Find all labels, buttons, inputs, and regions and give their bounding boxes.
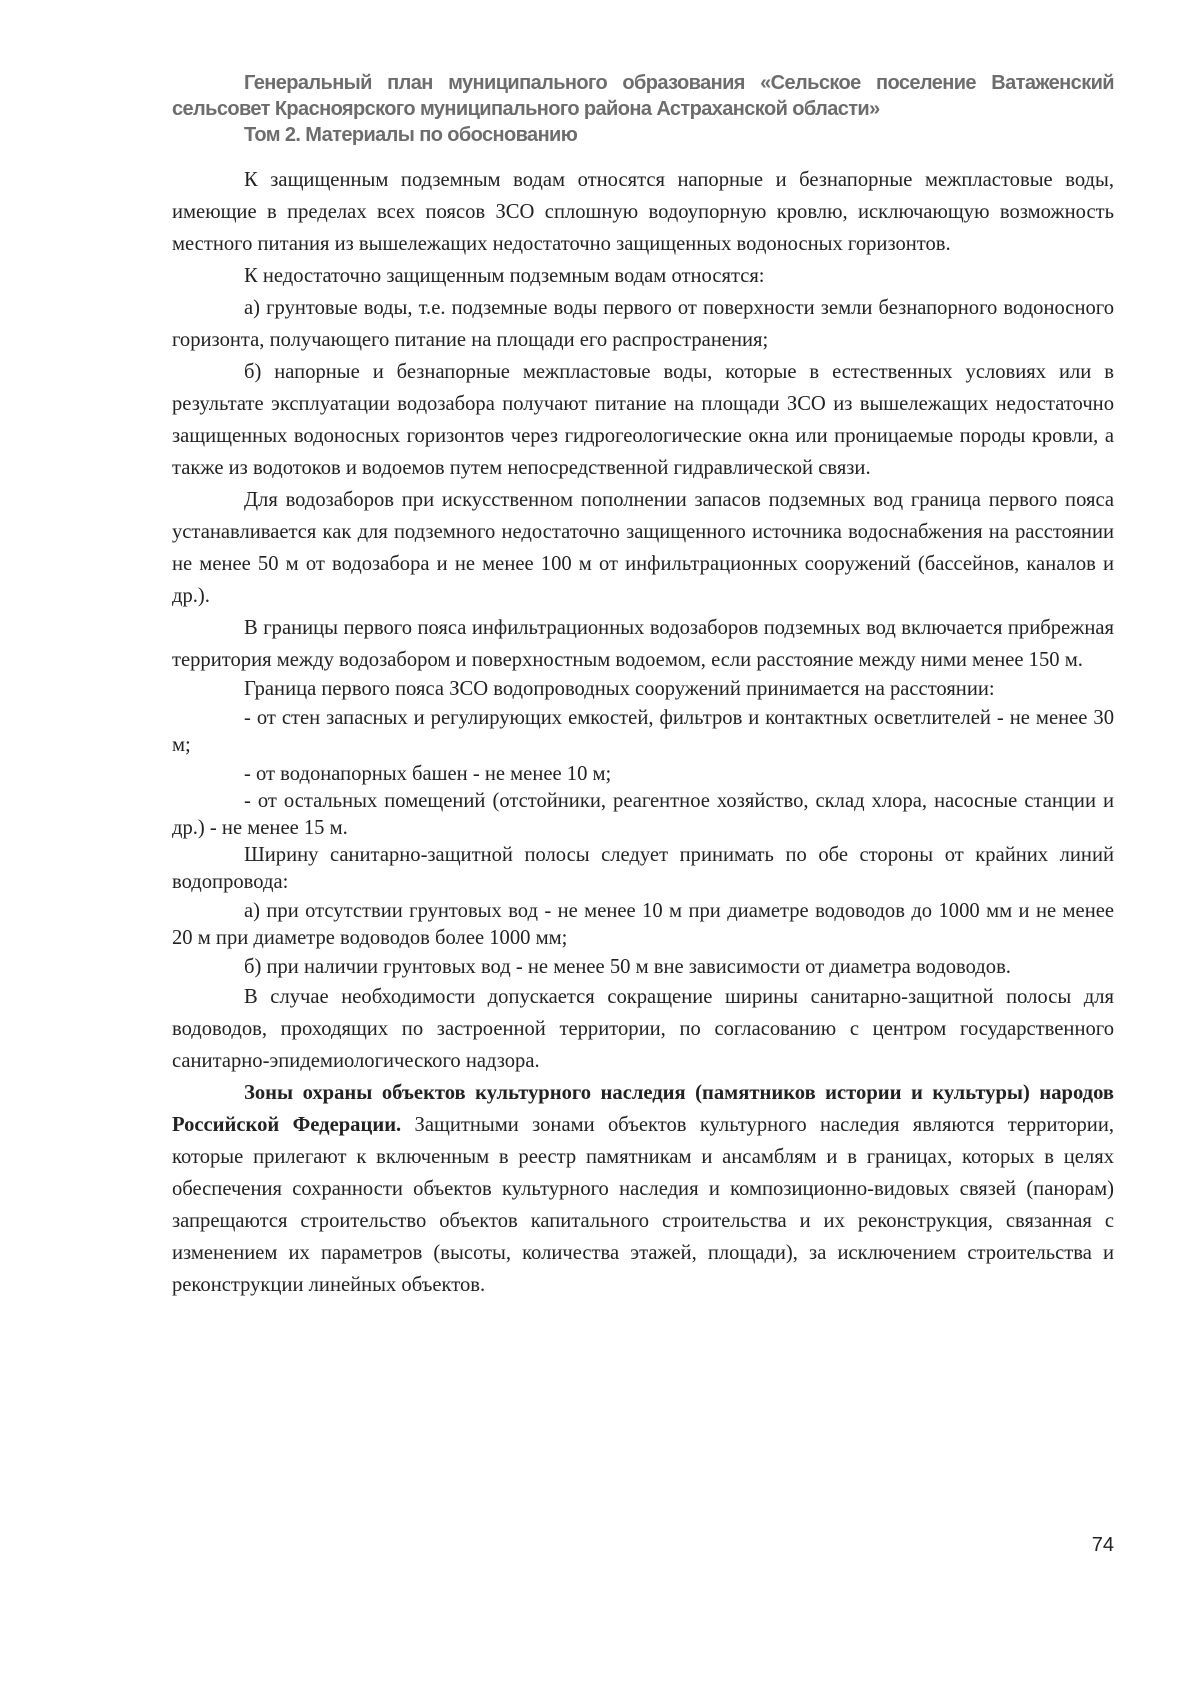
paragraph: В границы первого пояса инфильтрационных водозаборов подземных вод включается прибрежная территория между водозабором и поверхностным водоемом, если расстояние между ними менее 150 м. (172, 617, 1114, 671)
document-body (172, 164, 1114, 1301)
paragraph: а) грунтовые воды, т.е. подземные воды первого от поверхности земли безнапорного водоносного горизонта, получающего питание на площади его распространения; (172, 297, 1114, 351)
paragraph: Для водозаборов при искусственном пополнении запасов подземных вод граница первого пояса устанавливается как для подземного недостаточно защищенного источника водоснабжения на расстоянии не менее 50 м от водозабора и не менее 100 м от инфильтрационных сооружений (бассейнов, каналов и др.). (172, 489, 1114, 607)
paragraph: - от стен запасных и регулирующих емкостей, фильтров и контактных осветлителей - не менее 30 м; (172, 707, 1114, 756)
header-volume: Том 2. Материалы по обоснованию (244, 124, 578, 146)
page-number: 74 (1091, 1534, 1114, 1556)
culture-text: Защитными зонами объектов культурного наследия являются территории, которые прилегают к включенным в реестр памятникам и ансамблям и в границах, которых в целях обеспечения сохранности объектов культурного наследия и композиционно-видовых связей (панорам) запрещаются строительство объектов капитального строительства и их реконструкция, связанная с изменением их параметров (высоты, количества этажей, площади), за исключением строительства и реконструкции линейных объектов. (172, 1114, 1115, 1296)
paragraph: К недостаточно защищенным подземным водам относятся: (244, 265, 765, 287)
paragraph: б) напорные и безнапорные межпластовые воды, которые в естественных условиях или в результате эксплуатации водозабора получают питание на площади ЗСО из вышележащих недостаточно защищенных водоносных горизонтов через гидрогеологические окна или проницаемые породы кровли, а также из водотоков и водоемов путем непосредственной гидравлической связи. (172, 361, 1114, 479)
header-title: Генеральный план муниципального образования «Сельское поселение Ватаженский сельсовет Красноярского муниципального района Астраханской области» (172, 72, 1114, 120)
culture-paragraph (172, 1077, 1114, 1301)
paragraph: - от остальных помещений (отстойники, реагентное хозяйство, склад хлора, насосные станции и др.) - не менее 15 м. (172, 790, 1114, 839)
culture-heading: Зоны охраны объектов культурного наследия (памятников истории и культуры) народов Российской Федерации. (172, 1082, 1114, 1136)
paragraph: Граница первого пояса ЗСО водопроводных сооружений принимается на расстоянии: (244, 678, 995, 700)
paragraph: а) при отсутствии грунтовых вод - не менее 10 м при диаметре водоводов до 1000 мм и не менее 20 м при диаметре водоводов более 1000 мм; (172, 900, 1114, 949)
paragraph: В случае необходимости допускается сокращение ширины санитарно-защитной полосы для водоводов, проходящих по застроенной территории, по согласованию с центром государственного санитарно-эпидемиологического надзора. (172, 986, 1114, 1072)
paragraph: К защищенным подземным водам относятся напорные и безнапорные межпластовые воды, имеющие в пределах всех поясов ЗСО сплошную водоупорную кровлю, исключающую возможность местного питания из вышележащих недостаточно защищенных водоносных горизонтов. (172, 169, 1114, 255)
paragraph: - от водонапорных башен - не менее 10 м; (244, 763, 612, 785)
paragraph: Ширину санитарно-защитной полосы следует принимать по обе стороны от крайних линий водопровода: (172, 844, 1114, 893)
document-header (172, 70, 1114, 148)
paragraph: б) при наличии грунтовых вод - не менее 50 м вне зависимости от диаметра водоводов. (244, 956, 1011, 978)
